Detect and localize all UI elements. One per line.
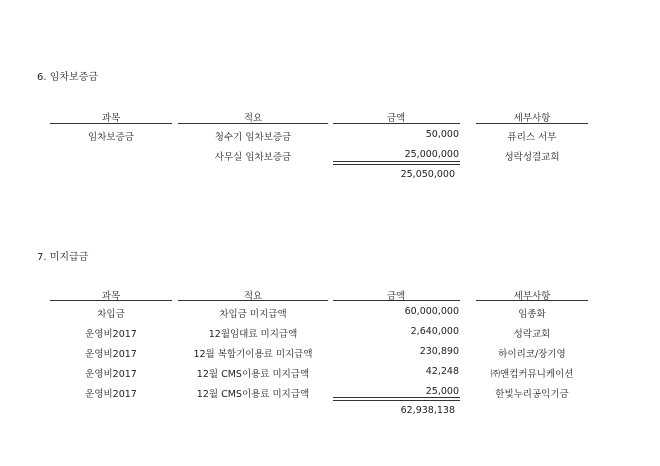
cell-summary: 12월 CMS이용료 미지급액 bbox=[196, 369, 310, 380]
cell-summary: 12월 CMS이용료 미지급액 bbox=[196, 389, 310, 400]
cell-subject: 운영비2017 bbox=[85, 329, 137, 340]
header-underline bbox=[476, 300, 588, 301]
cell-detail: ㈜앤컴커뮤니케이션 bbox=[490, 369, 574, 380]
total-double-underline bbox=[333, 397, 460, 401]
cell-amount: 2,640,000 bbox=[410, 326, 459, 337]
cell-summary: 12월 복합기이용료 미지급액 bbox=[193, 349, 313, 360]
total-double-underline bbox=[333, 161, 460, 165]
cell-amount: 25,000,000 bbox=[404, 149, 459, 160]
cell-amount: 230,890 bbox=[419, 346, 459, 357]
cell-amount: 50,000 bbox=[425, 129, 459, 140]
cell-detail: 한빛누리공익기금 bbox=[495, 389, 569, 400]
header-detail: 세부사항 bbox=[513, 113, 551, 124]
header-amount: 금액 bbox=[386, 291, 406, 302]
cell-summary: 12월임대료 미지급액 bbox=[208, 329, 298, 340]
header-detail: 세부사항 bbox=[513, 291, 551, 302]
header-underline bbox=[50, 123, 172, 124]
header-summary: 적요 bbox=[243, 291, 263, 302]
section-title-payable: 7. 미지급금 bbox=[37, 252, 89, 263]
cell-detail: 임종화 bbox=[518, 309, 546, 320]
header-underline bbox=[333, 300, 460, 301]
cell-subject: 임차보증금 bbox=[88, 132, 134, 143]
cell-amount: 25,000 bbox=[425, 386, 459, 397]
cell-subject: 차입금 bbox=[97, 309, 125, 320]
header-subject: 과목 bbox=[101, 291, 121, 302]
total-amount: 25,050,000 bbox=[400, 169, 455, 180]
header-underline bbox=[333, 123, 460, 124]
cell-amount: 42,248 bbox=[425, 366, 459, 377]
cell-detail: 성락교회 bbox=[513, 329, 551, 340]
header-underline bbox=[178, 300, 328, 301]
cell-amount: 60,000,000 bbox=[404, 306, 459, 317]
header-amount: 금액 bbox=[386, 113, 406, 124]
header-subject: 과목 bbox=[101, 113, 121, 124]
cell-detail: 하이리코/장기영 bbox=[498, 349, 566, 360]
header-underline bbox=[476, 123, 588, 124]
cell-detail: 성락성결교회 bbox=[504, 152, 560, 163]
cell-summary: 차입금 미지급액 bbox=[219, 309, 287, 320]
total-amount: 62,938,138 bbox=[400, 405, 455, 416]
section-title-deposit: 6. 임차보증금 bbox=[37, 72, 99, 83]
header-summary: 적요 bbox=[243, 113, 263, 124]
cell-summary: 사무실 임차보증금 bbox=[214, 152, 292, 163]
cell-subject: 운영비2017 bbox=[85, 369, 137, 380]
header-underline bbox=[178, 123, 328, 124]
cell-summary: 청수기 임차보증금 bbox=[214, 132, 292, 143]
cell-subject: 운영비2017 bbox=[85, 349, 137, 360]
header-underline bbox=[50, 300, 172, 301]
cell-detail: 퓨리스 서부 bbox=[507, 132, 557, 143]
cell-subject: 운영비2017 bbox=[85, 389, 137, 400]
